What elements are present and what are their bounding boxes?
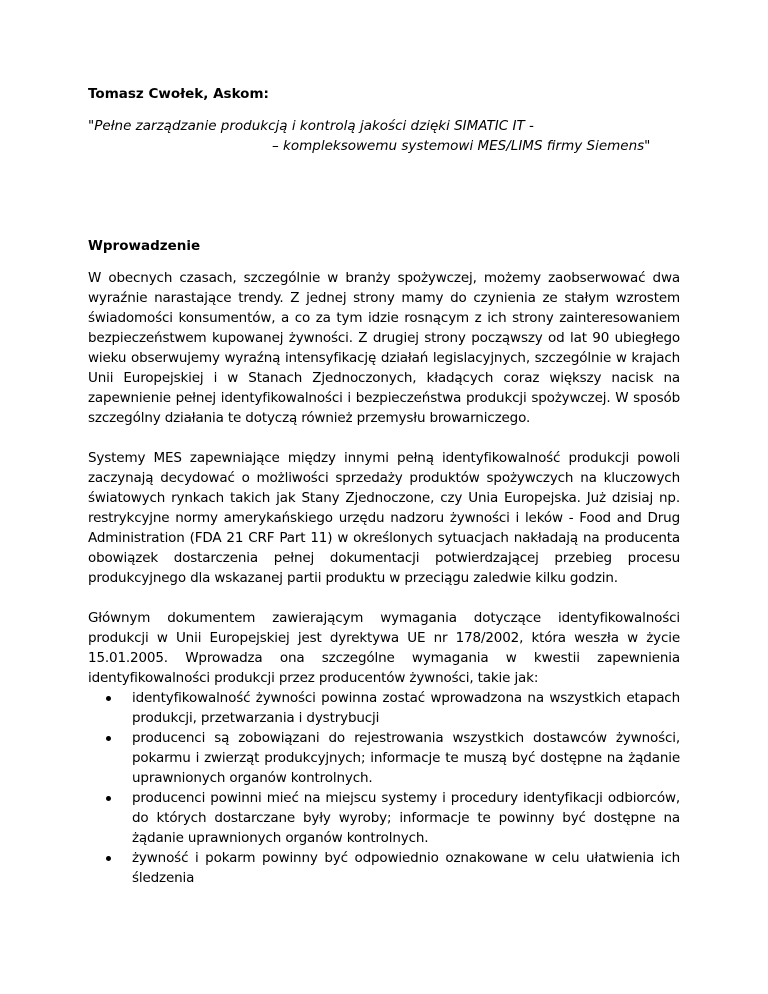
- list-item: [116, 688, 680, 728]
- list-item-text: identyfikowalność żywności powinna zostać wprowadzona na wszystkich etapach produkcji, przetwarzania i dystrybucji: [132, 690, 680, 726]
- list-item-text: producenci powinni mieć na miejscu systemy i procedury identyfikacji odbiorców, do których dostarczane były wyroby; informacje te powinny być dostępne na żądanie uprawnionych organów kontrolnych.: [132, 790, 680, 846]
- requirements-list: [88, 688, 680, 888]
- list-item: [116, 848, 680, 888]
- article-title: [88, 116, 680, 156]
- list-item: [116, 728, 680, 788]
- article-title-line-1: "Pełne zarządzanie produkcją i kontrolą jakości dzięki SIMATIC IT -: [88, 118, 534, 134]
- bullet-icon: [106, 796, 111, 801]
- bullet-icon: [106, 856, 111, 861]
- section-heading: Wprowadzenie: [88, 238, 201, 254]
- paragraph-intro: W obecnych czasach, szczególnie w branży spożywczej, możemy zaobserwować dwa wyraźnie narastające trendy. Z jednej strony mamy do czynienia ze stałym wzrostem świadomości konsumentów, a co za tym idzie rosnącym z ich strony zainteresowaniem bezpieczeństwem kupowanej żywności. Z drugiej strony począwszy od lat 90 ubiegłego wieku obserwujemy wyraźną intensyfikację działań legislacyjnych, szczególnie w krajach Unii Europejskiej i w Stanach Zjednoczonych, kładących coraz większy nacisk na zapewnienie pełnej identyfikowalności i bezpieczeństwa produkcji spożywczej. W sposób szczególny działania te dotyczą również przemysłu browarniczego.: [88, 270, 680, 426]
- bullet-icon: [106, 736, 111, 741]
- bullet-icon: [106, 696, 111, 701]
- document-page: [88, 84, 680, 888]
- author-line: Tomasz Cwołek, Askom:: [88, 86, 269, 102]
- list-item-text: producenci są zobowiązani do rejestrowania wszystkich dostawców żywności, pokarmu i zwierząt produkcyjnych; informacje te muszą być dostępne na żądanie uprawnionych organów kontrolnych.: [132, 730, 680, 786]
- article-title-line-2: – kompleksowemu systemowi MES/LIMS firmy Siemens": [272, 138, 651, 154]
- list-item: [116, 788, 680, 848]
- paragraph-mes-systems: Systemy MES zapewniające między innymi pełną identyfikowalność produkcji powoli zaczynają decydować o możliwości sprzedaży produktów spożywczych na kluczowych światowych rynkach takich jak Stany Zjednoczone, czy Unia Europejska. Już dzisiaj np. restrykcyjne normy amerykańskiego urzędu nadzoru żywności i leków - Food and Drug Administration (FDA 21 CRF Part 11) w określonych sytuacjach nakładają na producenta obowiązek dostarczenia pełnej dokumentacji potwierdzającej przebieg procesu produkcyjnego dla wskazanej partii produktu w przeciągu zaledwie kilku godzin.: [88, 450, 680, 586]
- list-item-text: żywność i pokarm powinny być odpowiednio oznakowane w celu ułatwienia ich śledzenia: [132, 850, 680, 886]
- paragraph-eu-directive: Głównym dokumentem zawierającym wymagania dotyczące identyfikowalności produkcji w Unii Europejskiej jest dyrektywa UE nr 178/2002, która weszła w życie 15.01.2005. Wprowadza ona szczególne wymagania w kwestii zapewnienia identyfikowalności produkcji przez producentów żywności, takie jak:: [88, 610, 680, 686]
